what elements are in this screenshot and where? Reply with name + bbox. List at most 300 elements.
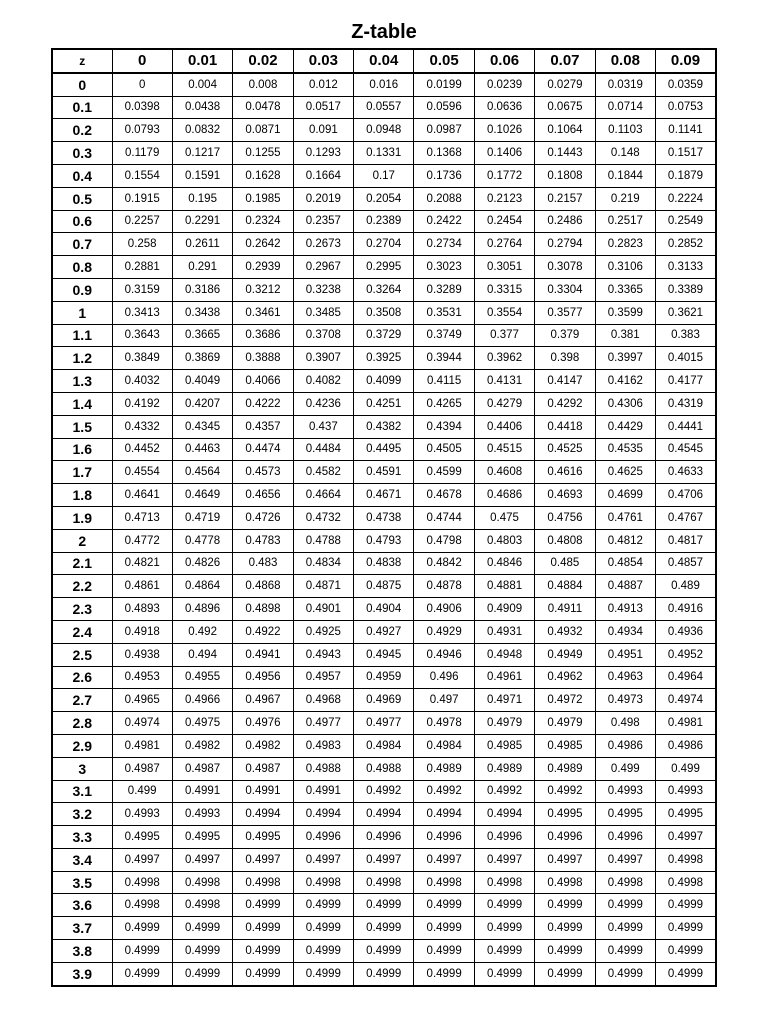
table-cell: 0.4901 [293, 598, 353, 621]
table-row [52, 803, 716, 826]
table-cell: 0.2967 [293, 256, 353, 279]
table-cell: 0.485 [535, 552, 595, 575]
table-cell: 0.4713 [112, 506, 172, 529]
column-header: 0.07 [535, 49, 595, 73]
table-cell: 0.3531 [414, 301, 474, 324]
table-cell: 0.4997 [474, 848, 534, 871]
table-cell: 0.4987 [172, 757, 232, 780]
table-cell: 0.1844 [595, 164, 655, 187]
table-cell: 0.4974 [656, 689, 716, 712]
table-cell: 0.4909 [474, 598, 534, 621]
table-row [52, 643, 716, 666]
table-row [52, 962, 716, 985]
table-cell: 0.148 [595, 142, 655, 165]
table-cell: 0.4993 [112, 803, 172, 826]
table-cell: 0.4147 [535, 370, 595, 393]
table-cell: 0.4952 [656, 643, 716, 666]
column-header: 0.01 [172, 49, 232, 73]
table-cell: 0.1915 [112, 187, 172, 210]
z-row-label: 0.4 [52, 164, 112, 187]
table-cell: 0.4999 [656, 940, 716, 963]
table-cell: 0.3438 [172, 301, 232, 324]
table-cell: 0.4963 [595, 666, 655, 689]
table-cell: 0.4945 [354, 643, 414, 666]
table-cell: 0.4049 [172, 370, 232, 393]
table-cell: 0.4279 [474, 392, 534, 415]
table-cell: 0.398 [535, 347, 595, 370]
table-cell: 0.4625 [595, 461, 655, 484]
table-cell: 0.4382 [354, 415, 414, 438]
table-cell: 0.3749 [414, 324, 474, 347]
table-cell: 0.3304 [535, 278, 595, 301]
table-cell: 0.4999 [293, 894, 353, 917]
table-cell: 0.0239 [474, 73, 534, 96]
table-cell: 0.4236 [293, 392, 353, 415]
table-cell: 0.494 [172, 643, 232, 666]
table-cell: 0.2852 [656, 233, 716, 256]
table-row [52, 301, 716, 324]
table-cell: 0.4983 [293, 734, 353, 757]
table-cell: 0.4251 [354, 392, 414, 415]
table-cell: 0.4474 [233, 438, 293, 461]
table-cell: 0.1064 [535, 119, 595, 142]
table-cell: 0.4798 [414, 529, 474, 552]
table-cell: 0.4962 [535, 666, 595, 689]
table-cell: 0.0279 [535, 73, 595, 96]
table-cell: 0.0714 [595, 96, 655, 119]
z-row-label: 3.7 [52, 917, 112, 940]
table-cell: 0.4996 [535, 826, 595, 849]
table-row [52, 96, 716, 119]
table-cell: 0.4738 [354, 506, 414, 529]
table-cell: 0.4941 [233, 643, 293, 666]
table-cell: 0.4967 [233, 689, 293, 712]
table-cell: 0.4429 [595, 415, 655, 438]
table-row [52, 734, 716, 757]
table-row [52, 392, 716, 415]
table-cell: 0.4999 [354, 917, 414, 940]
table-cell: 0.4913 [595, 598, 655, 621]
table-cell: 0.3212 [233, 278, 293, 301]
table-body [52, 73, 716, 986]
header-row [52, 49, 716, 73]
table-cell: 0.4997 [656, 826, 716, 849]
table-cell: 0.4633 [656, 461, 716, 484]
table-cell: 0.291 [172, 256, 232, 279]
table-cell: 0.2019 [293, 187, 353, 210]
table-cell: 0.4292 [535, 392, 595, 415]
table-cell: 0.496 [414, 666, 474, 689]
table-cell: 0.381 [595, 324, 655, 347]
table-cell: 0.4955 [172, 666, 232, 689]
table-cell: 0.4966 [172, 689, 232, 712]
table-cell: 0.4706 [656, 484, 716, 507]
table-cell: 0.4993 [172, 803, 232, 826]
table-cell: 0.4929 [414, 620, 474, 643]
table-cell: 0.4998 [474, 871, 534, 894]
table-cell: 0.4332 [112, 415, 172, 438]
table-cell: 0.4441 [656, 415, 716, 438]
table-cell: 0.4495 [354, 438, 414, 461]
table-cell: 0.4525 [535, 438, 595, 461]
table-cell: 0.4999 [474, 917, 534, 940]
table-cell: 0.4968 [293, 689, 353, 712]
table-cell: 0.1736 [414, 164, 474, 187]
table-cell: 0.4991 [293, 780, 353, 803]
table-cell: 0.2486 [535, 210, 595, 233]
table-cell: 0.489 [656, 575, 716, 598]
table-cell: 0.3554 [474, 301, 534, 324]
table-cell: 0.4207 [172, 392, 232, 415]
table-cell: 0.2389 [354, 210, 414, 233]
table-cell: 0.4678 [414, 484, 474, 507]
z-row-label: 3 [52, 757, 112, 780]
table-cell: 0.4177 [656, 370, 716, 393]
table-cell: 0.2823 [595, 233, 655, 256]
table-cell: 0.4987 [233, 757, 293, 780]
table-cell: 0.3078 [535, 256, 595, 279]
table-cell: 0.4999 [414, 917, 474, 940]
table-cell: 0.4821 [112, 552, 172, 575]
table-cell: 0.4999 [172, 940, 232, 963]
table-row [52, 187, 716, 210]
table-cell: 0.1255 [233, 142, 293, 165]
z-row-label: 1.9 [52, 506, 112, 529]
z-row-label: 2.3 [52, 598, 112, 621]
table-cell: 0.4999 [535, 917, 595, 940]
table-cell: 0.195 [172, 187, 232, 210]
table-cell: 0.012 [293, 73, 353, 96]
table-cell: 0.4699 [595, 484, 655, 507]
table-cell: 0.4719 [172, 506, 232, 529]
table-cell: 0.4992 [354, 780, 414, 803]
table-cell: 0.1293 [293, 142, 353, 165]
table-cell: 0.2324 [233, 210, 293, 233]
table-cell: 0.4965 [112, 689, 172, 712]
z-row-label: 0.9 [52, 278, 112, 301]
table-cell: 0.3365 [595, 278, 655, 301]
table-cell: 0.4979 [535, 712, 595, 735]
table-cell: 0.3925 [354, 347, 414, 370]
table-cell: 0.4922 [233, 620, 293, 643]
z-row-label: 2.4 [52, 620, 112, 643]
z-row-label: 2.1 [52, 552, 112, 575]
table-cell: 0.3907 [293, 347, 353, 370]
table-cell: 0.2157 [535, 187, 595, 210]
table-cell: 0.4834 [293, 552, 353, 575]
table-cell: 0.4999 [535, 894, 595, 917]
table-cell: 0.3186 [172, 278, 232, 301]
table-cell: 0.17 [354, 164, 414, 187]
table-cell: 0.4975 [172, 712, 232, 735]
z-row-label: 3.5 [52, 871, 112, 894]
table-cell: 0.4999 [293, 940, 353, 963]
table-cell: 0.4991 [172, 780, 232, 803]
table-cell: 0.4997 [293, 848, 353, 871]
table-cell: 0.2257 [112, 210, 172, 233]
table-cell: 0.1026 [474, 119, 534, 142]
table-cell: 0.3238 [293, 278, 353, 301]
table-cell: 0.4964 [656, 666, 716, 689]
table-cell: 0.4726 [233, 506, 293, 529]
table-cell: 0.4996 [474, 826, 534, 849]
table-cell: 0.4999 [595, 962, 655, 985]
table-cell: 0.4545 [656, 438, 716, 461]
column-header: 0.06 [474, 49, 534, 73]
table-cell: 0.2291 [172, 210, 232, 233]
table-cell: 0.4997 [112, 848, 172, 871]
table-cell: 0.4999 [474, 894, 534, 917]
table-cell: 0.3621 [656, 301, 716, 324]
z-row-label: 3.8 [52, 940, 112, 963]
table-cell: 0.4999 [414, 940, 474, 963]
table-cell: 0.4463 [172, 438, 232, 461]
table-cell: 0.4994 [474, 803, 534, 826]
table-row [52, 164, 716, 187]
z-row-label: 2 [52, 529, 112, 552]
table-cell: 0.4994 [233, 803, 293, 826]
table-cell: 0.4918 [112, 620, 172, 643]
table-cell: 0.4927 [354, 620, 414, 643]
table-cell: 0.2642 [233, 233, 293, 256]
table-cell: 0.497 [414, 689, 474, 712]
table-cell: 0.4115 [414, 370, 474, 393]
z-row-label: 3.9 [52, 962, 112, 985]
table-cell: 0.4998 [172, 894, 232, 917]
table-cell: 0.4989 [474, 757, 534, 780]
z-row-label: 2.2 [52, 575, 112, 598]
table-cell: 0.3106 [595, 256, 655, 279]
table-cell: 0.3508 [354, 301, 414, 324]
table-row [52, 757, 716, 780]
table-cell: 0.4999 [656, 894, 716, 917]
table-cell: 0.4986 [656, 734, 716, 757]
table-cell: 0.2995 [354, 256, 414, 279]
table-cell: 0.2422 [414, 210, 474, 233]
table-cell: 0.4783 [233, 529, 293, 552]
table-row [52, 142, 716, 165]
table-cell: 0.4984 [414, 734, 474, 757]
table-cell: 0.219 [595, 187, 655, 210]
table-cell: 0.4956 [233, 666, 293, 689]
table-cell: 0.4898 [233, 598, 293, 621]
z-row-label: 2.8 [52, 712, 112, 735]
table-cell: 0.483 [233, 552, 293, 575]
table-cell: 0.4911 [535, 598, 595, 621]
table-cell: 0.4871 [293, 575, 353, 598]
table-cell: 0.2611 [172, 233, 232, 256]
table-cell: 0.2454 [474, 210, 534, 233]
table-cell: 0.2088 [414, 187, 474, 210]
z-row-label: 1.1 [52, 324, 112, 347]
table-row [52, 575, 716, 598]
table-header [52, 49, 716, 73]
table-cell: 0.4793 [354, 529, 414, 552]
table-cell: 0.4996 [414, 826, 474, 849]
table-cell: 0.4988 [354, 757, 414, 780]
table-cell: 0.4998 [535, 871, 595, 894]
table-cell: 0.0636 [474, 96, 534, 119]
table-cell: 0.4732 [293, 506, 353, 529]
table-cell: 0.4357 [233, 415, 293, 438]
table-cell: 0.4573 [233, 461, 293, 484]
table-cell: 0.4222 [233, 392, 293, 415]
table-cell: 0.4808 [535, 529, 595, 552]
table-cell: 0.4997 [414, 848, 474, 871]
table-cell: 0.4515 [474, 438, 534, 461]
table-cell: 0.2673 [293, 233, 353, 256]
z-row-label: 1.8 [52, 484, 112, 507]
table-cell: 0.4999 [474, 962, 534, 985]
table-cell: 0.2939 [233, 256, 293, 279]
table-cell: 0.4938 [112, 643, 172, 666]
z-row-label: 3.3 [52, 826, 112, 849]
table-cell: 0.258 [112, 233, 172, 256]
table-cell: 0.1879 [656, 164, 716, 187]
table-row [52, 529, 716, 552]
table-row [52, 73, 716, 96]
table-cell: 0.4996 [354, 826, 414, 849]
table-cell: 0.4931 [474, 620, 534, 643]
table-cell: 0.4977 [354, 712, 414, 735]
table-cell: 0.4418 [535, 415, 595, 438]
table-cell: 0.4995 [112, 826, 172, 849]
z-row-label: 3.4 [52, 848, 112, 871]
table-cell: 0.4608 [474, 461, 534, 484]
table-cell: 0.1179 [112, 142, 172, 165]
z-row-label: 0.6 [52, 210, 112, 233]
table-cell: 0.4131 [474, 370, 534, 393]
table-cell: 0.4985 [535, 734, 595, 757]
table-cell: 0.4953 [112, 666, 172, 689]
table-cell: 0.4772 [112, 529, 172, 552]
table-cell: 0.4936 [656, 620, 716, 643]
table-cell: 0.4995 [172, 826, 232, 849]
table-cell: 0.4846 [474, 552, 534, 575]
table-row [52, 484, 716, 507]
table-cell: 0.499 [595, 757, 655, 780]
table-cell: 0.4881 [474, 575, 534, 598]
table-cell: 0.3315 [474, 278, 534, 301]
z-row-label: 1.5 [52, 415, 112, 438]
table-cell: 0.4997 [595, 848, 655, 871]
table-row [52, 871, 716, 894]
table-cell: 0.4319 [656, 392, 716, 415]
table-cell: 0.4812 [595, 529, 655, 552]
table-cell: 0.0675 [535, 96, 595, 119]
table-cell: 0.008 [233, 73, 293, 96]
table-cell: 0.4949 [535, 643, 595, 666]
table-cell: 0.4671 [354, 484, 414, 507]
table-cell: 0.1368 [414, 142, 474, 165]
table-cell: 0.1772 [474, 164, 534, 187]
table-cell: 0.4265 [414, 392, 474, 415]
table-cell: 0.4693 [535, 484, 595, 507]
table-cell: 0.4991 [233, 780, 293, 803]
table-cell: 0.4817 [656, 529, 716, 552]
table-row [52, 415, 716, 438]
table-cell: 0.4981 [112, 734, 172, 757]
table-cell: 0.1808 [535, 164, 595, 187]
table-row [52, 256, 716, 279]
table-cell: 0.4868 [233, 575, 293, 598]
table-cell: 0.3944 [414, 347, 474, 370]
table-cell: 0.3159 [112, 278, 172, 301]
table-cell: 0.4767 [656, 506, 716, 529]
table-cell: 0.1664 [293, 164, 353, 187]
table-cell: 0.4999 [112, 917, 172, 940]
table-cell: 0.4756 [535, 506, 595, 529]
table-cell: 0.4982 [233, 734, 293, 757]
table-cell: 0.4992 [414, 780, 474, 803]
table-cell: 0.4838 [354, 552, 414, 575]
table-cell: 0.499 [112, 780, 172, 803]
table-cell: 0.377 [474, 324, 534, 347]
table-cell: 0.4599 [414, 461, 474, 484]
table-cell: 0.4535 [595, 438, 655, 461]
table-cell: 0.437 [293, 415, 353, 438]
z-row-label: 1.4 [52, 392, 112, 415]
table-cell: 0.4066 [233, 370, 293, 393]
table-cell: 0.4998 [172, 871, 232, 894]
table-row [52, 461, 716, 484]
table-cell: 0.2734 [414, 233, 474, 256]
table-cell: 0.4998 [656, 848, 716, 871]
table-cell: 0.4015 [656, 347, 716, 370]
table-cell: 0.3729 [354, 324, 414, 347]
table-cell: 0.383 [656, 324, 716, 347]
table-row [52, 233, 716, 256]
table-cell: 0.4994 [354, 803, 414, 826]
table-cell: 0.2123 [474, 187, 534, 210]
z-row-label: 3.1 [52, 780, 112, 803]
table-cell: 0.4162 [595, 370, 655, 393]
table-cell: 0.3413 [112, 301, 172, 324]
table-cell: 0.4998 [414, 871, 474, 894]
table-cell: 0.4744 [414, 506, 474, 529]
table-cell: 0.4999 [656, 962, 716, 985]
z-row-label: 0.2 [52, 119, 112, 142]
table-cell: 0.4686 [474, 484, 534, 507]
table-cell: 0.3264 [354, 278, 414, 301]
table-cell: 0.4893 [112, 598, 172, 621]
table-cell: 0.4505 [414, 438, 474, 461]
table-cell: 0.4973 [595, 689, 655, 712]
table-cell: 0.4999 [233, 917, 293, 940]
table-cell: 0.492 [172, 620, 232, 643]
table-cell: 0.4934 [595, 620, 655, 643]
z-row-label: 0.7 [52, 233, 112, 256]
table-cell: 0.2224 [656, 187, 716, 210]
table-cell: 0.4992 [535, 780, 595, 803]
table-cell: 0.379 [535, 324, 595, 347]
table-row [52, 894, 716, 917]
table-cell: 0.4972 [535, 689, 595, 712]
table-cell: 0.1406 [474, 142, 534, 165]
table-cell: 0.1985 [233, 187, 293, 210]
table-row [52, 119, 716, 142]
table-cell: 0.4788 [293, 529, 353, 552]
table-cell: 0.1628 [233, 164, 293, 187]
table-row [52, 917, 716, 940]
table-cell: 0.4995 [656, 803, 716, 826]
table-cell: 0.4306 [595, 392, 655, 415]
table-cell: 0.1217 [172, 142, 232, 165]
table-cell: 0.498 [595, 712, 655, 735]
table-cell: 0.4854 [595, 552, 655, 575]
table-row [52, 370, 716, 393]
table-cell: 0.4989 [535, 757, 595, 780]
